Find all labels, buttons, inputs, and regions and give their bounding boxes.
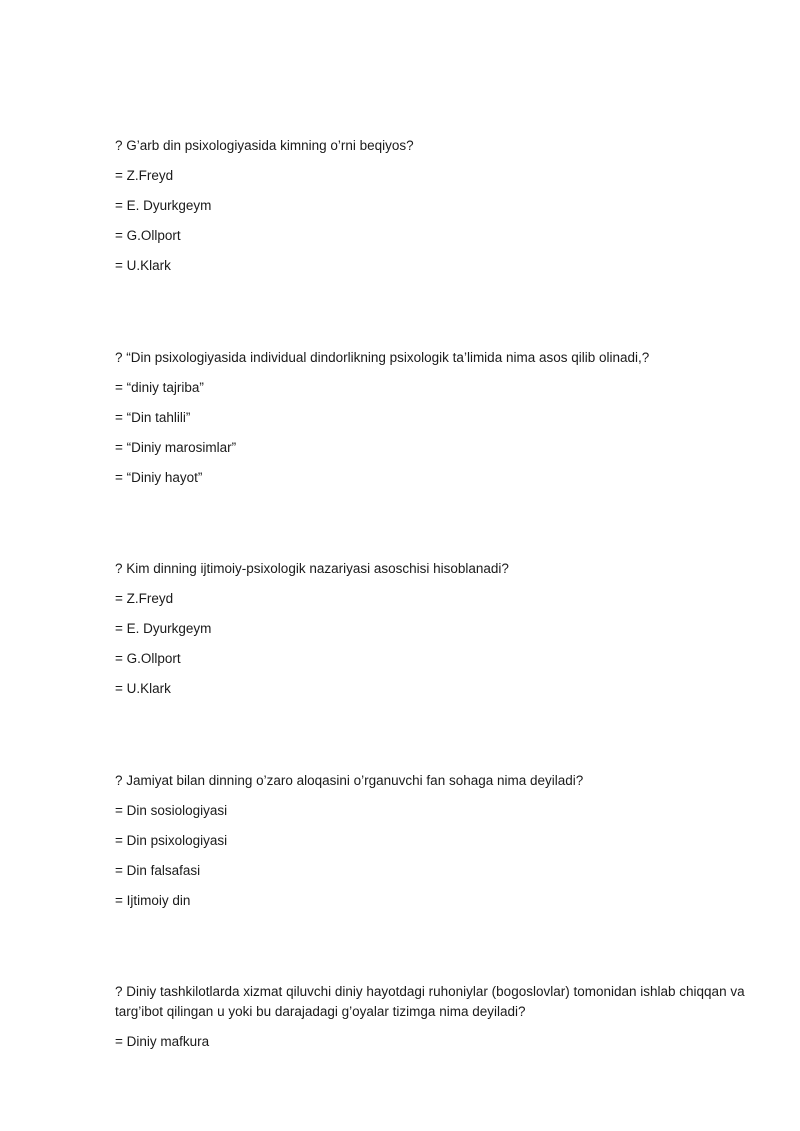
answer-option: = Z.Freyd xyxy=(115,168,174,183)
question-text: ? Jamiyat bilan dinning o’zaro aloqasini o’rganuvchi fan sohaga nima deyiladi? xyxy=(115,773,584,788)
question-block-4 xyxy=(115,771,755,921)
answer-option: = E. Dyurkgeym xyxy=(115,621,212,636)
question-block-1 xyxy=(115,136,755,286)
question-block-2 xyxy=(115,348,755,498)
question-text: ? “Din psixologiyasida individual dindorlikning psixologik ta’limida nima asos qilib olinadi,? xyxy=(115,350,650,365)
answer-option: = G.Ollport xyxy=(115,651,181,666)
question-text: ? Kim dinning ijtimoiy-psixologik nazariyasi asoschisi hisoblanadi? xyxy=(115,561,509,576)
answer-option: = “Diniy marosimlar” xyxy=(115,440,237,455)
question-block-3 xyxy=(115,559,755,709)
answer-option: = “Din tahlili” xyxy=(115,410,191,425)
answer-option: = Din psixologiyasi xyxy=(115,833,228,848)
answer-option: = G.Ollport xyxy=(115,228,181,243)
answer-option: = E. Dyurkgeym xyxy=(115,198,212,213)
answer-option: = Ijtimoiy din xyxy=(115,893,191,908)
answer-option: = U.Klark xyxy=(115,258,171,273)
question-text: ? G’arb din psixologiyasida kimning o’rni beqiyos? xyxy=(115,138,414,153)
question-block-5 xyxy=(115,982,755,1062)
answer-option: = “Diniy hayot” xyxy=(115,470,203,485)
answer-option: = “diniy tajriba” xyxy=(115,380,204,395)
answer-option: = Din sosiologiyasi xyxy=(115,803,228,818)
answer-option: = Din falsafasi xyxy=(115,863,201,878)
answer-option: = U.Klark xyxy=(115,681,171,696)
answer-option: = Z.Freyd xyxy=(115,591,174,606)
question-text: ? Diniy tashkilotlarda xizmat qiluvchi diniy hayotdagi ruhoniylar (bogoslovlar) tomonidan ishlab chiqqan va targ’ibot qilingan u yoki bu darajadagi g’oyalar tizimga nima deyiladi? xyxy=(115,984,745,1019)
answer-option: = Diniy mafkura xyxy=(115,1034,210,1049)
